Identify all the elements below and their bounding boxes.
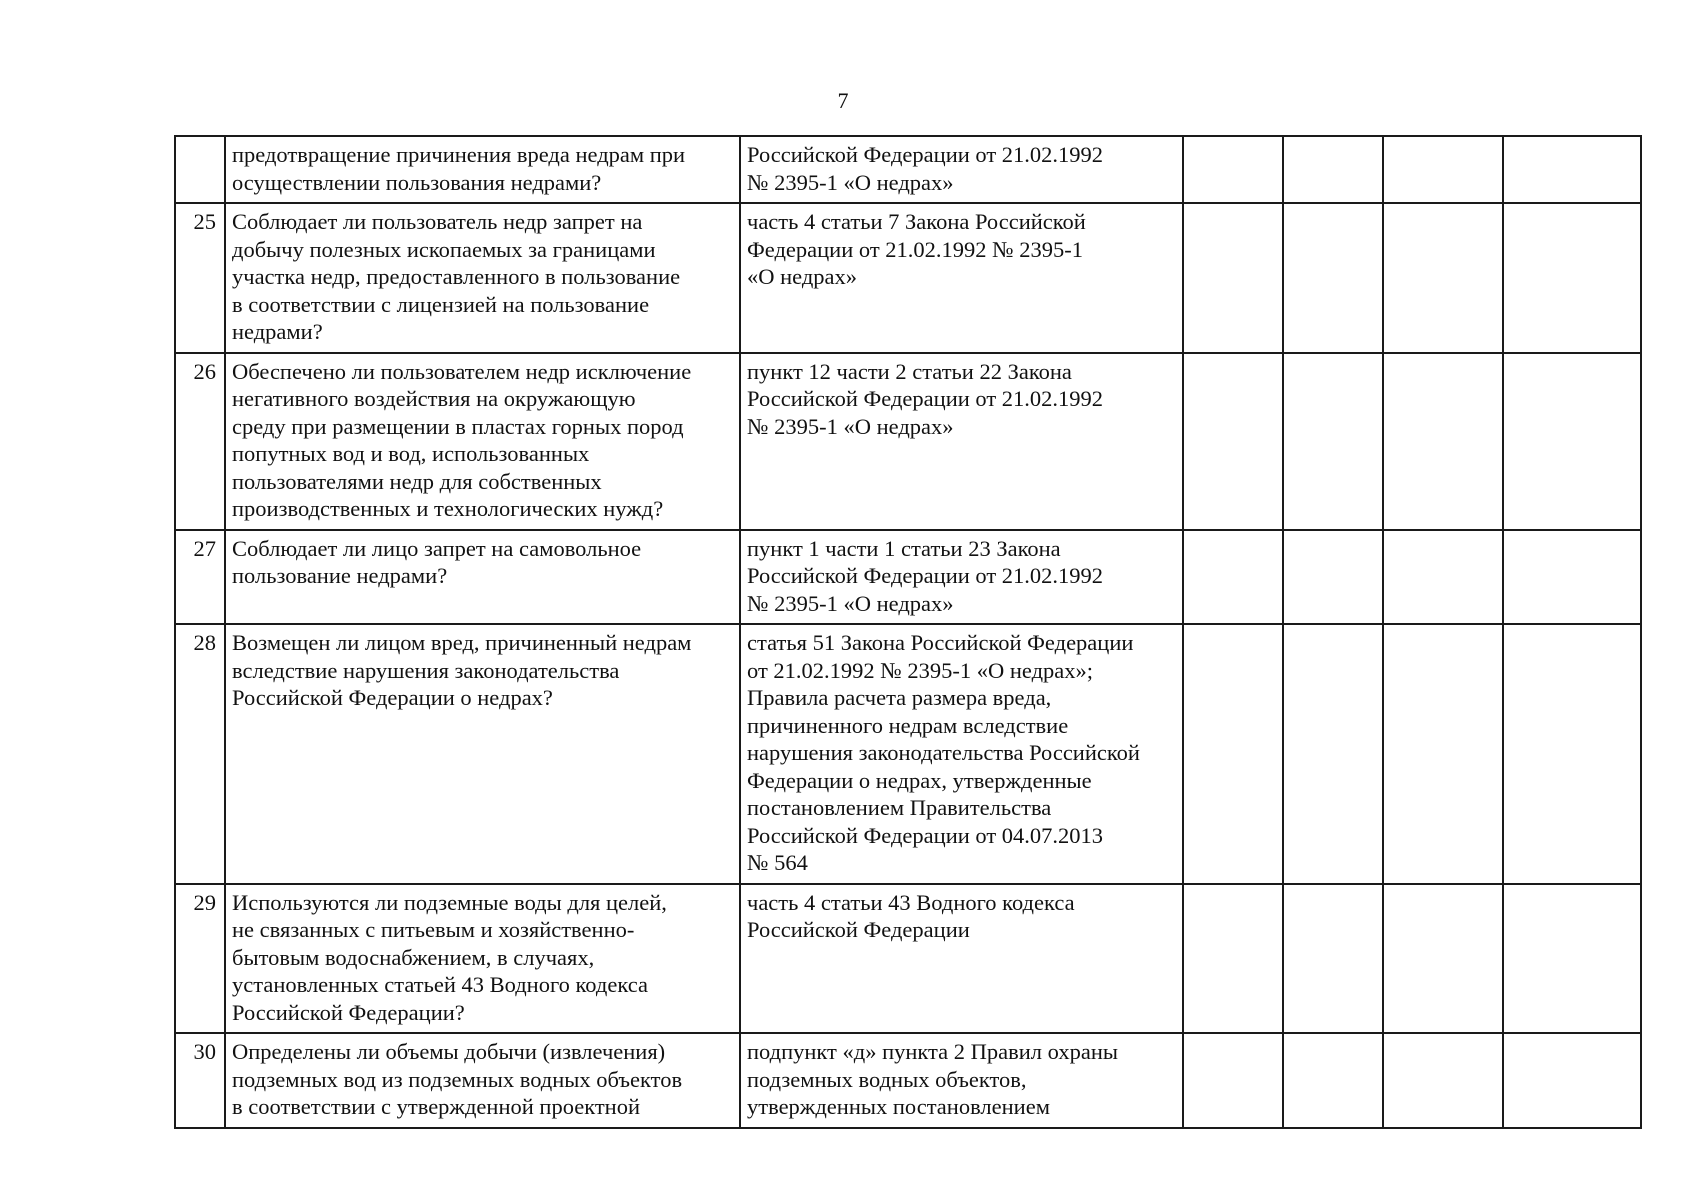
answer-yes-cell[interactable] [1183,1033,1283,1128]
table-row [175,1033,1641,1128]
comment-cell[interactable] [1503,530,1641,625]
legal-reference-cell [740,203,1183,353]
question-line: Обеспечено ли пользователем недр исключение [232,358,692,384]
question-line: недрами? [232,319,323,344]
legal-reference-cell [740,624,1183,884]
question-line: Используются ли подземные воды для целей, [232,889,667,915]
reference-line: подпункт «д» пункта 2 Правил охраны [747,1039,1118,1064]
legal-reference-cell [740,136,1183,203]
legal-reference-cell [740,884,1183,1034]
answer-yes-cell[interactable] [1183,136,1283,203]
reference-line: постановлением Правительства [747,795,1052,820]
question-line: предотвращение причинения вреда недрам при [232,142,686,167]
question-line: среду при размещении в пластах горных пород [232,413,684,439]
question-line: Определены ли объемы добычи (извлечения) [232,1039,666,1064]
reference-line: № 2395-1 «О недрах» [747,413,954,439]
reference-line: нарушения законодательства Российской [747,740,1140,765]
answer-yes-cell[interactable] [1183,530,1283,625]
reference-line: Федерации о недрах, утвержденные [747,767,1092,793]
checklist-table [174,135,1642,1129]
reference-line: часть 4 статьи 43 Водного кодекса [747,889,1075,915]
reference-line: Федерации от 21.02.1992 № 2395-1 [747,236,1084,262]
question-line: вследствие нарушения законодательства [232,657,620,683]
table-row [175,530,1641,625]
answer-no-cell[interactable] [1283,1033,1383,1128]
row-number [175,136,225,203]
legal-reference-cell [740,1033,1183,1128]
answer-no-cell[interactable] [1283,136,1383,203]
answer-na-cell[interactable] [1383,884,1503,1034]
question-line: в соответствии с лицензией на пользование [232,291,650,317]
reference-line: статья 51 Закона Российской Федерации [747,630,1134,655]
question-line: негативного воздействия на окружающую [232,386,636,411]
answer-na-cell[interactable] [1383,203,1503,353]
answer-no-cell[interactable] [1283,884,1383,1034]
row-number: 27 [175,530,225,625]
question-line: добычу полезных ископаемых за границами [232,236,656,262]
question-line: пользователями недр для собственных [232,468,602,494]
question-line: бытовым водоснабжением, в случаях, [232,944,595,970]
reference-line: подземных водных объектов, [747,1066,1027,1092]
reference-line: Российской Федерации от 21.02.1992 [747,386,1104,411]
reference-line: № 2395-1 «О недрах» [747,169,954,195]
answer-no-cell[interactable] [1283,624,1383,884]
reference-line: Российской Федерации [747,917,970,942]
question-cell [225,203,740,353]
answer-no-cell[interactable] [1283,353,1383,530]
table-row [175,624,1641,884]
answer-no-cell[interactable] [1283,530,1383,625]
comment-cell[interactable] [1503,1033,1641,1128]
reference-line: Российской Федерации от 04.07.2013 [747,822,1104,848]
comment-cell[interactable] [1503,353,1641,530]
answer-no-cell[interactable] [1283,203,1383,353]
question-line: Российской Федерации о недрах? [232,685,553,710]
row-number: 29 [175,884,225,1034]
comment-cell[interactable] [1503,203,1641,353]
question-line: участка недр, предоставленного в пользование [232,264,681,289]
question-line: в соответствии с утвержденной проектной [232,1094,641,1119]
answer-na-cell[interactable] [1383,353,1503,530]
question-cell [225,884,740,1034]
question-cell [225,353,740,530]
answer-na-cell[interactable] [1383,530,1503,625]
question-cell [225,530,740,625]
question-line: Соблюдает ли лицо запрет на самовольное [232,535,642,561]
question-line: Соблюдает ли пользователь недр запрет на [232,209,643,234]
page-number: 7 [837,88,849,113]
legal-reference-cell [740,353,1183,530]
question-line: попутных вод и вод, использованных [232,441,590,466]
reference-line: Российской Федерации от 21.02.1992 [747,563,1104,588]
question-line: не связанных с питьевым и хозяйственно- [232,917,635,942]
row-number: 30 [175,1033,225,1128]
row-number: 26 [175,353,225,530]
question-cell [225,136,740,203]
reference-line: Российской Федерации от 21.02.1992 [747,142,1104,167]
row-number: 25 [175,203,225,353]
reference-line: № 2395-1 «О недрах» [747,590,954,616]
reference-line: от 21.02.1992 № 2395-1 «О недрах»; [747,657,1094,683]
question-line: подземных вод из подземных водных объектов [232,1066,683,1092]
reference-line: Правила расчета размера вреда, [747,685,1052,710]
reference-line: № 564 [747,850,808,875]
question-line: пользование недрами? [232,563,448,588]
reference-line: пункт 1 части 1 статьи 23 Закона [747,535,1061,561]
reference-line: причиненного недрам вследствие [747,712,1069,738]
question-cell [225,624,740,884]
answer-na-cell[interactable] [1383,136,1503,203]
question-line: производственных и технологических нужд? [232,496,664,521]
question-cell [225,1033,740,1128]
row-number: 28 [175,624,225,884]
reference-line: пункт 12 части 2 статьи 22 Закона [747,358,1072,384]
comment-cell[interactable] [1503,624,1641,884]
comment-cell[interactable] [1503,884,1641,1034]
table-body [175,136,1641,1128]
answer-yes-cell[interactable] [1183,353,1283,530]
answer-yes-cell[interactable] [1183,884,1283,1034]
answer-na-cell[interactable] [1383,1033,1503,1128]
question-line: Возмещен ли лицом вред, причиненный недрам [232,630,692,655]
reference-line: утвержденных постановлением [747,1094,1050,1119]
question-line: Российской Федерации? [232,999,465,1025]
legal-reference-cell [740,530,1183,625]
question-line: осуществлении пользования недрами? [232,169,602,195]
answer-yes-cell[interactable] [1183,624,1283,884]
table-row [175,884,1641,1034]
reference-line: часть 4 статьи 7 Закона Российской [747,209,1086,234]
table-row [175,353,1641,530]
answer-na-cell[interactable] [1383,624,1503,884]
comment-cell[interactable] [1503,136,1641,203]
table-row [175,136,1641,203]
table-row [175,203,1641,353]
question-line: установленных статьей 43 Водного кодекса [232,972,648,997]
answer-yes-cell[interactable] [1183,203,1283,353]
reference-line: «О недрах» [747,264,858,289]
